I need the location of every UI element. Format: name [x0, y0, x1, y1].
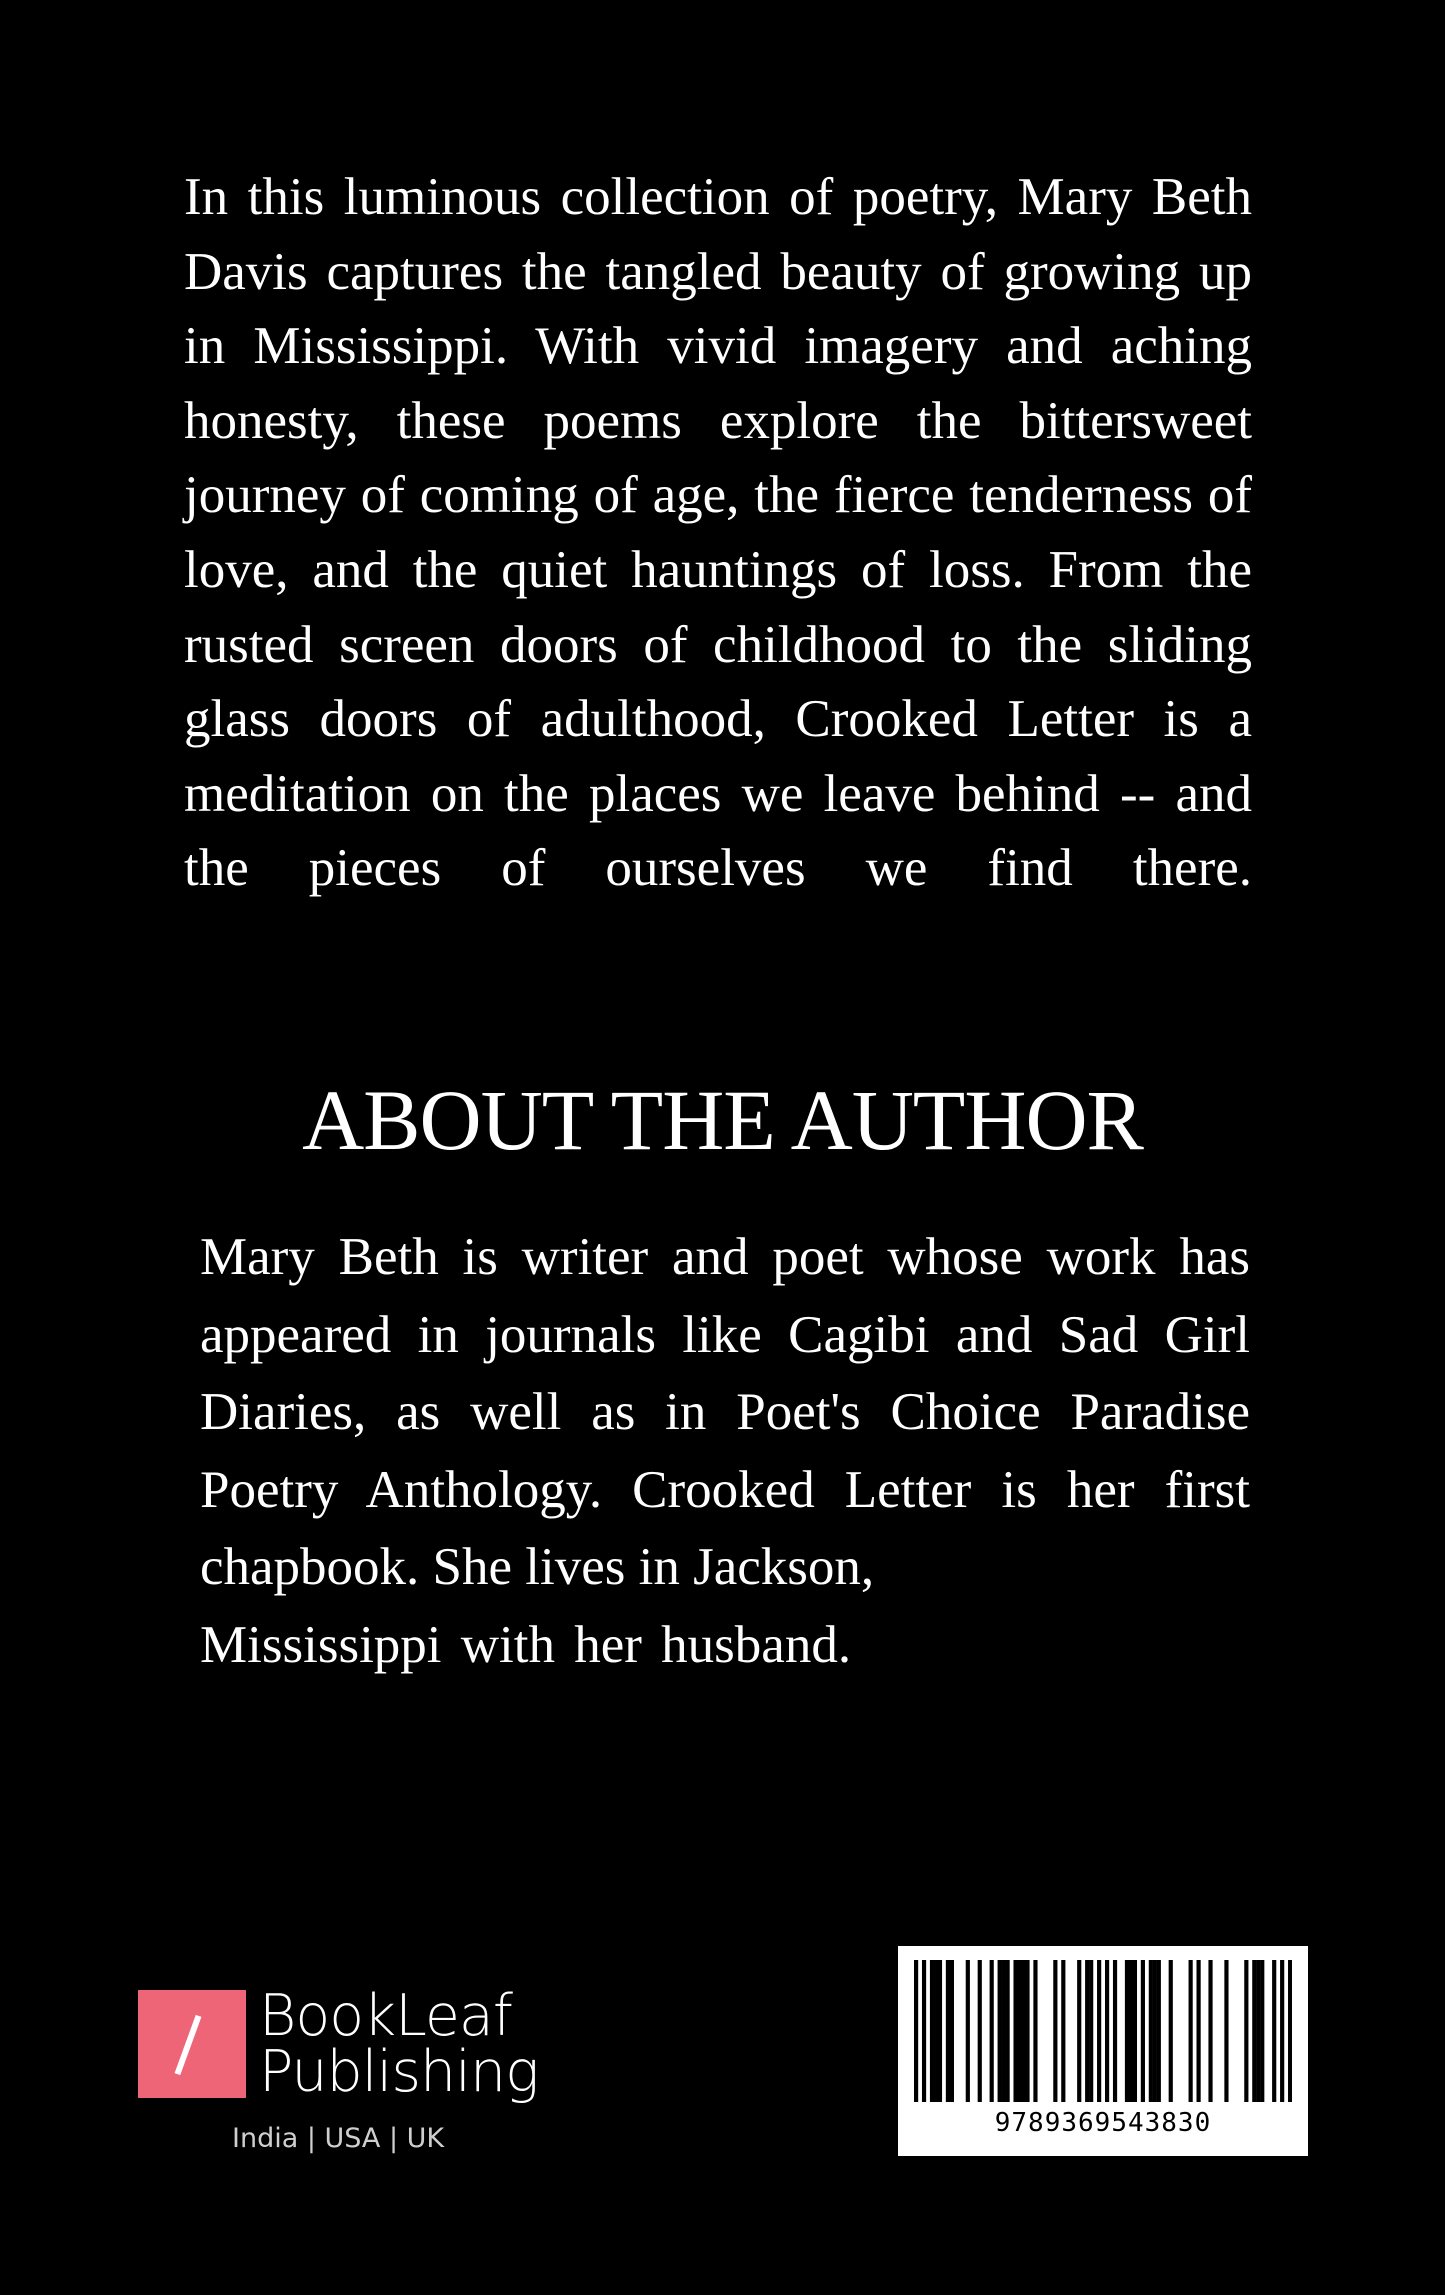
- barcode-bar: [914, 1960, 918, 2102]
- publisher-logo: [138, 1983, 558, 2160]
- barcode-bar: [1244, 1960, 1248, 2102]
- barcode-bar: [946, 1960, 950, 2102]
- barcode-bar: [1208, 1960, 1212, 2102]
- barcode-bar: [1157, 1960, 1161, 2102]
- barcode-bar: [1025, 1960, 1029, 2102]
- barcode-bar: [950, 1960, 954, 2102]
- barcode-bar: [1224, 1960, 1228, 2102]
- barcode-bar: [1153, 1960, 1157, 2102]
- barcode-bar: [1189, 1960, 1193, 2102]
- barcode-bar: [1169, 1960, 1173, 2102]
- barcode-bar: [922, 1960, 926, 2102]
- barcode-bar: [990, 1960, 994, 2102]
- barcode-bar: [934, 1960, 938, 2102]
- barcode-bar: [938, 1960, 942, 2102]
- author-bio-last-line: Mississippi with her husband.: [200, 1616, 852, 1674]
- barcode-icon: [914, 1960, 1292, 2102]
- barcode-bar: [1197, 1960, 1201, 2102]
- barcode-bar: [1017, 1960, 1021, 2102]
- barcode-bar: [930, 1960, 934, 2102]
- barcode-bar: [1272, 1960, 1276, 2102]
- barcode-bar: [1288, 1960, 1292, 2102]
- barcode-bar: [1097, 1960, 1101, 2102]
- barcode-bar: [1006, 1960, 1010, 2102]
- barcode-bar: [1077, 1960, 1081, 2102]
- barcode-bar: [1141, 1960, 1145, 2102]
- isbn-barcode: [898, 1946, 1308, 2156]
- book-blurb: In this luminous collection of poetry, Mary Beth Davis captures the tangled beauty of growing up in Mississippi. With vivid imagery and aching honesty, these poems explore the bittersweet journey of coming of age, the fierce tenderness of love, and the quiet hauntings of loss. From the rusted screen doors of childhood to the sliding glass doors of adulthood, Crooked Letter is a meditation on the places we leave behind -- and the pieces of ourselves we find there.: [184, 168, 1252, 898]
- barcode-bar: [1113, 1960, 1117, 2102]
- publisher-logo-mark: [138, 1990, 246, 2098]
- barcode-bar: [1053, 1960, 1057, 2102]
- barcode-bar: [1252, 1960, 1256, 2102]
- publisher-name-line1: BookLeaf: [259, 1983, 512, 2049]
- barcode-bar: [1085, 1960, 1089, 2102]
- barcode-bar: [1105, 1960, 1109, 2102]
- slash-icon: [175, 2015, 202, 2075]
- barcode-bar: [1280, 1960, 1284, 2102]
- publisher-regions: India | USA | UK: [232, 2123, 445, 2154]
- barcode-bar: [1260, 1960, 1264, 2102]
- about-author-heading: ABOUT THE AUTHOR: [302, 1072, 1143, 1168]
- barcode-bar: [1133, 1960, 1137, 2102]
- barcode-bar: [1033, 1960, 1037, 2102]
- barcode-bar: [1089, 1960, 1093, 2102]
- barcode-bar: [1125, 1960, 1129, 2102]
- barcode-bar: [1061, 1960, 1065, 2102]
- isbn-number: 9789369543830: [994, 2108, 1212, 2138]
- barcode-bar: [1149, 1960, 1153, 2102]
- author-bio: Mary Beth is writer and poet whose work has appeared in journals like Cagibi and Sad Girl Diaries, as well as in Poet's Choice Paradise Poetry Anthology. Crooked Letter is her first chapbook. She lives in Jackson,: [200, 1228, 1250, 1596]
- barcode-bar: [1129, 1960, 1133, 2102]
- barcode-bar: [998, 1960, 1002, 2102]
- barcode-bar: [1021, 1960, 1025, 2102]
- barcode-bar: [1013, 1960, 1017, 2102]
- barcode-bar: [1256, 1960, 1260, 2102]
- barcode-bar: [1002, 1960, 1006, 2102]
- barcode-bar: [978, 1960, 982, 2102]
- publisher-name-line2: Publishing: [259, 2039, 539, 2105]
- barcode-bar: [966, 1960, 970, 2102]
